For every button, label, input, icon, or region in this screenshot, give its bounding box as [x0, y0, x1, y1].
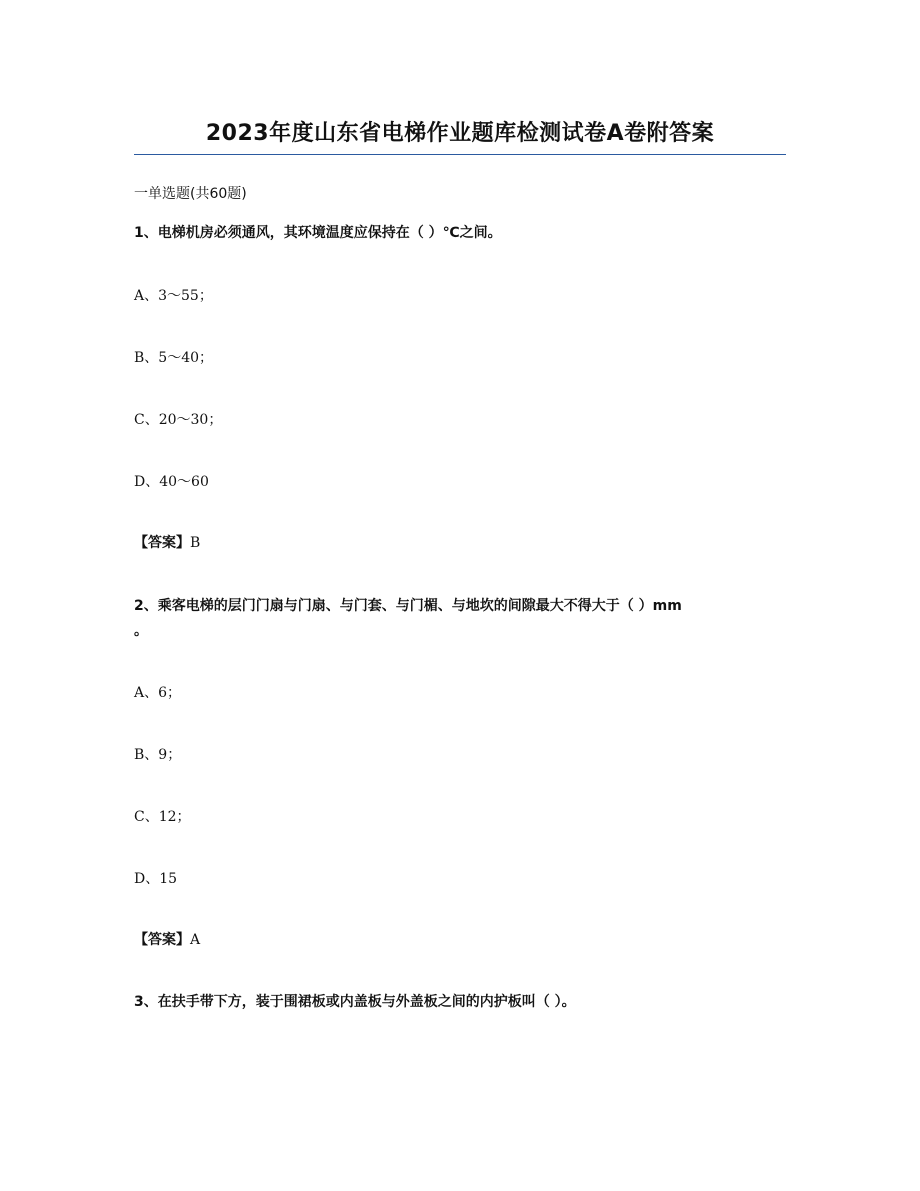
answer-label: 【答案】 [134, 932, 190, 948]
answer-value: B [190, 535, 201, 551]
question-1-option-b: B、5～40； [134, 350, 214, 366]
answer-value: A [190, 932, 201, 948]
section-heading: 一单选题(共60题) [134, 186, 247, 202]
question-2-text: 2、乘客电梯的层门门扇与门扇、与门套、与门楣、与地坎的间隙最大不得大于（ ）mm [134, 598, 682, 614]
question-2-option-b: B、9； [134, 747, 182, 763]
question-3-text: 3、在扶手带下方，装于围裙板或内盖板与外盖板之间的内护板叫（ ）。 [134, 994, 576, 1010]
document-title: 2023年度山东省电梯作业题库检测试卷A卷附答案 [205, 121, 715, 146]
question-1-text: 1、电梯机房必须通风，其环境温度应保持在（ ）℃之间。 [134, 225, 502, 241]
question-1-option-d: D、40～60 [134, 474, 209, 490]
question-2-option-c: C、12； [134, 809, 191, 825]
question-1-option-c: C、20～30； [134, 412, 223, 428]
question-2-text-continuation: 。 [134, 623, 148, 639]
question-1-option-a: A、3～55； [134, 288, 213, 304]
question-2-option-a: A、6； [134, 685, 182, 701]
question-2-option-d: D、15 [134, 871, 178, 887]
title-rule [134, 154, 786, 155]
question-2-answer [134, 929, 200, 949]
question-1-answer [134, 532, 200, 552]
answer-label: 【答案】 [134, 535, 190, 551]
